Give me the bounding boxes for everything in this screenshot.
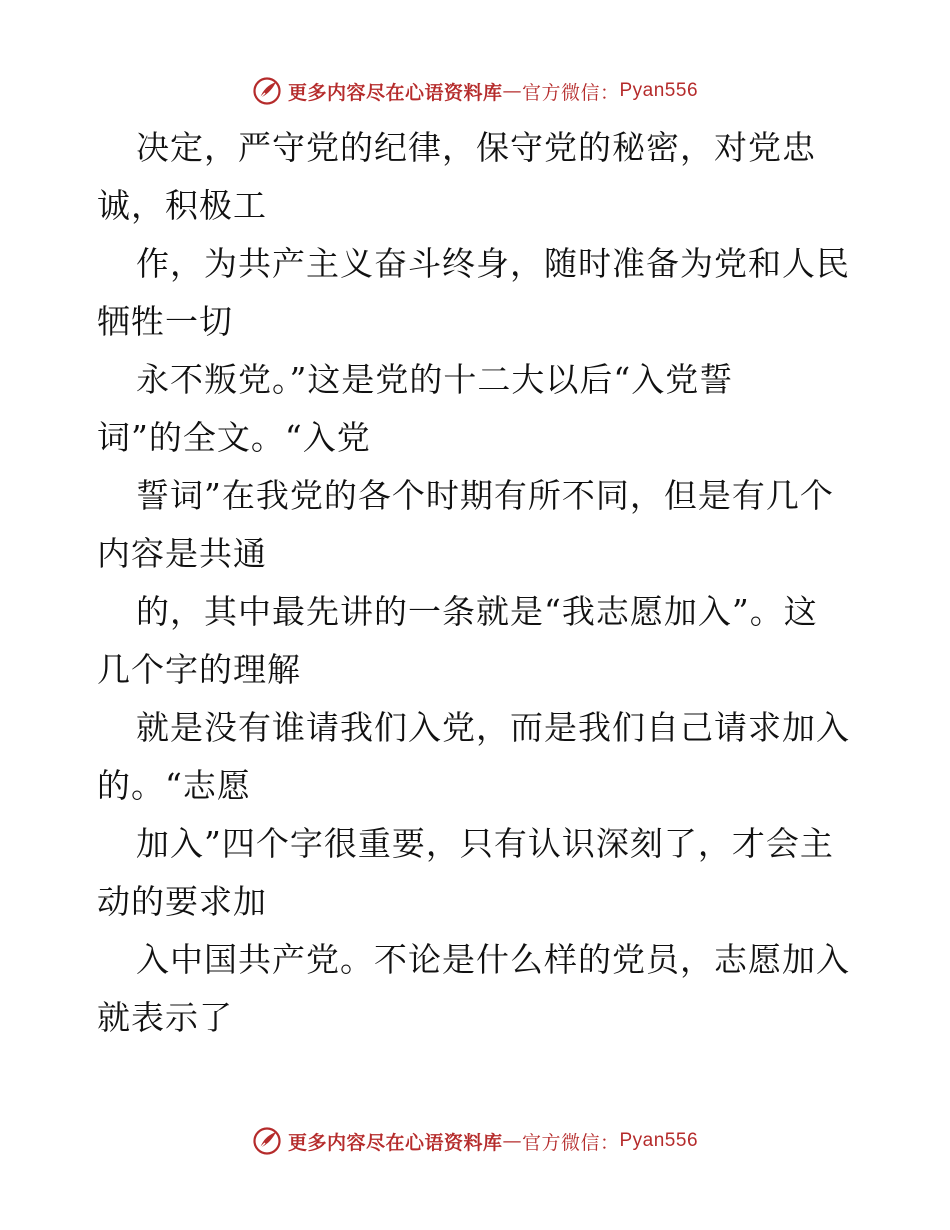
footer-wechat-label: 官方微信： [521, 1131, 620, 1154]
header-brand-text: 更多内容尽在心语资料库 [287, 81, 503, 104]
body-line: 词”的全文。“入党 [97, 418, 371, 457]
document-body [97, 119, 857, 1047]
body-line: 永不叛党。”这是党的十二大以后“入党誓 [136, 360, 734, 399]
body-line: 动的要求加 [97, 882, 267, 921]
body-line: 就是没有谁请我们入党，而是我们自己请求加入 [136, 708, 850, 747]
body-line: 内容是共通 [97, 534, 267, 573]
body-line: 决定，严守党的纪律，保守党的秘密，对党忠 [136, 128, 816, 167]
quill-pen-logo-icon [252, 76, 282, 106]
body-line: 几个字的理解 [97, 650, 301, 689]
footer-wechat-id: Pyan556 [619, 1130, 699, 1151]
footer-banner [0, 1124, 950, 1158]
body-line: 入中国共产党。不论是什么样的党员，志愿加入 [136, 940, 850, 979]
body-line: 誓词”在我党的各个时期有所不同，但是有几个 [136, 476, 834, 515]
body-line: 作，为共产主义奋斗终身，随时准备为党和人民 [136, 244, 850, 283]
body-line: 的，其中最先讲的一条就是“我志愿加入”。这 [136, 592, 818, 631]
header-banner [0, 74, 950, 108]
header-separator: — [502, 80, 522, 102]
body-line: 的。“志愿 [97, 766, 251, 805]
body-line: 加入”四个字很重要，只有认识深刻了，才会主 [136, 824, 834, 863]
body-line: 牺牲一切 [97, 302, 233, 341]
header-wechat-label: 官方微信： [521, 81, 620, 104]
quill-pen-logo-icon [252, 1126, 282, 1156]
header-wechat-id: Pyan556 [619, 80, 699, 101]
body-line: 就表示了 [97, 998, 233, 1037]
body-line: 诚，积极工 [97, 186, 267, 225]
footer-brand-text: 更多内容尽在心语资料库 [287, 1131, 503, 1154]
footer-separator: — [502, 1130, 522, 1152]
